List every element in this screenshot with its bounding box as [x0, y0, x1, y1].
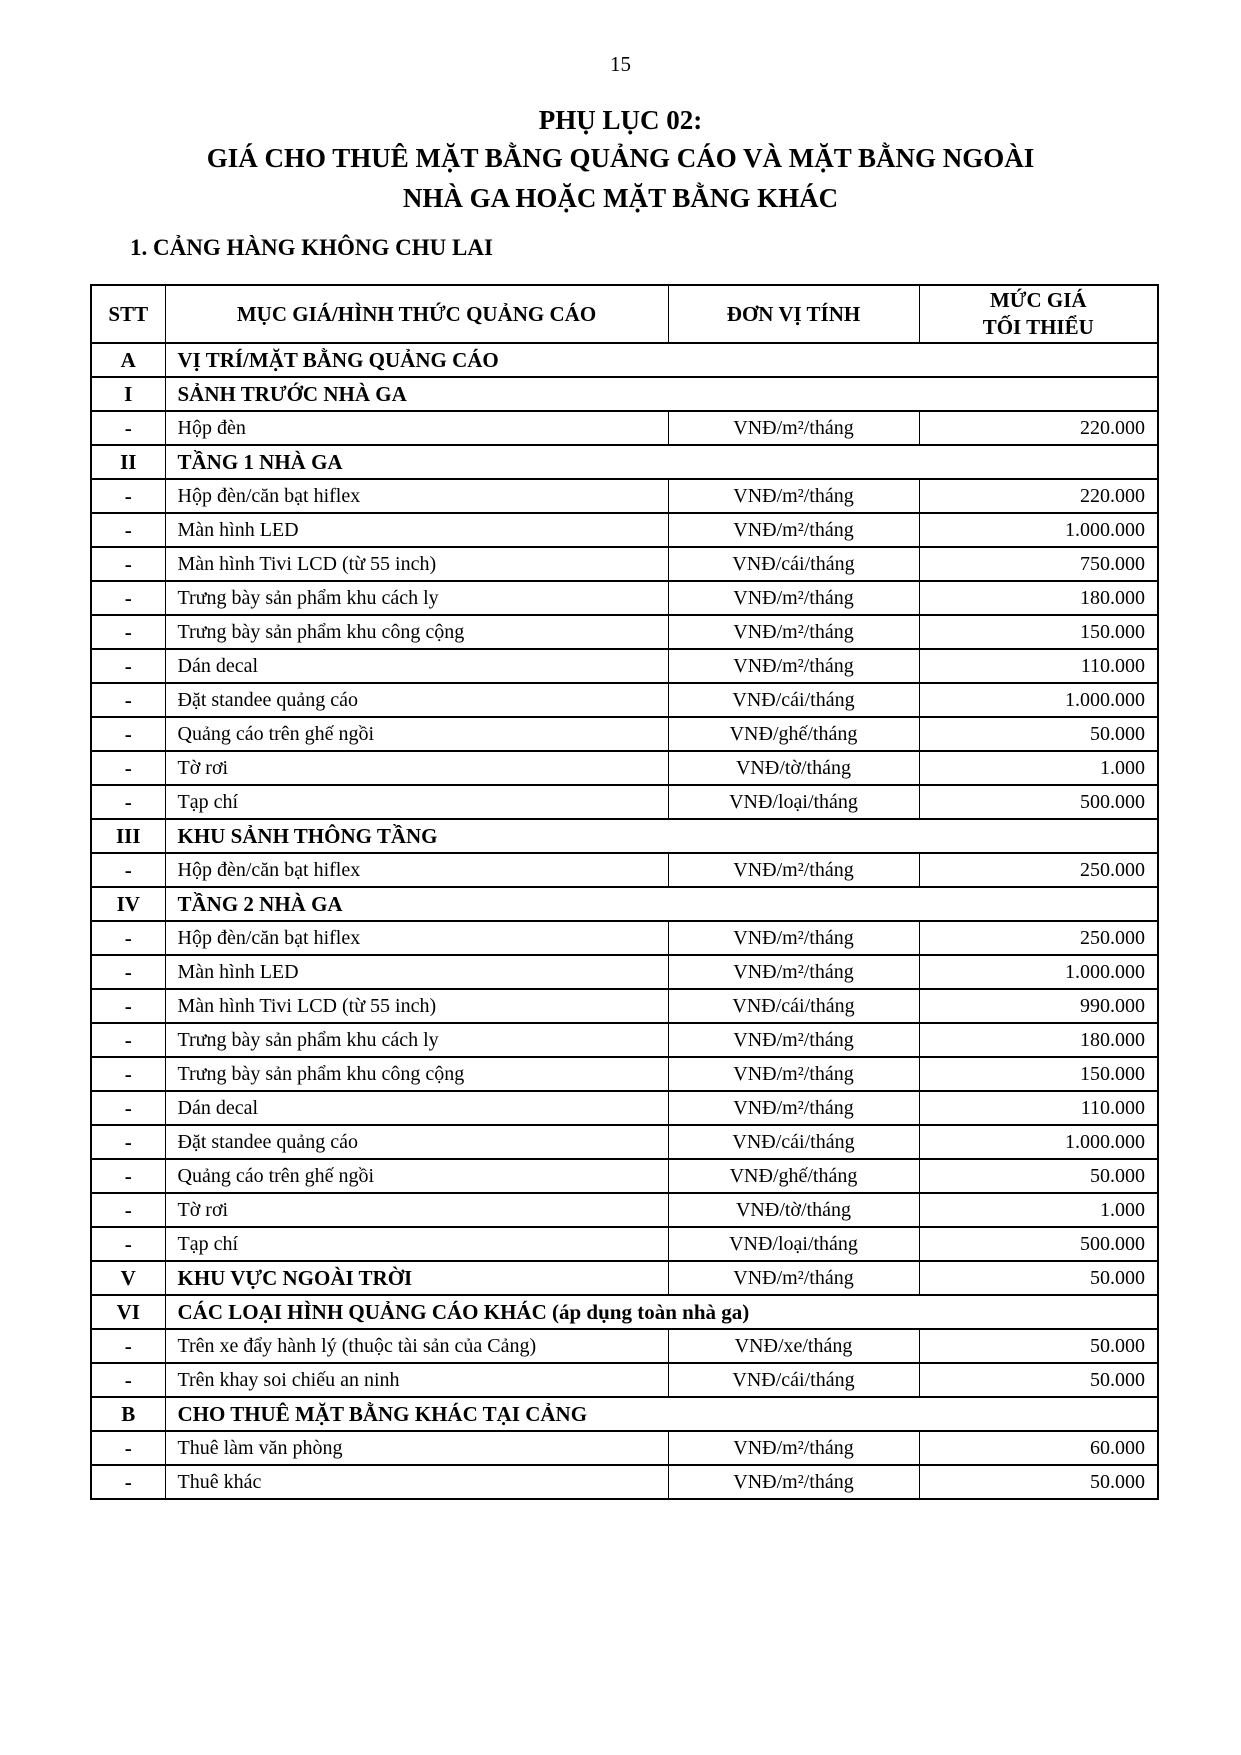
table-row: [91, 1295, 1158, 1329]
price-cell: 1.000: [919, 751, 1158, 785]
doc-subtitle-line1: GIÁ CHO THUÊ MẶT BẰNG QUẢNG CÁO VÀ MẶT BẰNG NGOÀI: [206, 143, 1035, 173]
price-cell: 220.000: [919, 411, 1158, 445]
unit-cell: VNĐ/m²/tháng: [668, 1057, 919, 1091]
price-cell: 50.000: [919, 1159, 1158, 1193]
col-header-stt: STT: [91, 285, 165, 343]
price-cell: 50.000: [919, 1363, 1158, 1397]
table-row: [91, 581, 1158, 615]
price-cell: 110.000: [919, 1091, 1158, 1125]
row-number-cell: B: [91, 1397, 165, 1431]
table-row: [91, 1261, 1158, 1295]
price-cell: 220.000: [919, 479, 1158, 513]
table-row: [91, 1091, 1158, 1125]
table-row: [91, 887, 1158, 921]
item-cell: VỊ TRÍ/MẶT BẰNG QUẢNG CÁO: [165, 343, 1158, 377]
table-row: [91, 377, 1158, 411]
table-row: [91, 1397, 1158, 1431]
unit-cell: VNĐ/cái/tháng: [668, 683, 919, 717]
row-number-cell: VI: [91, 1295, 165, 1329]
row-number-cell: -: [91, 513, 165, 547]
price-cell: 990.000: [919, 989, 1158, 1023]
item-cell: Thuê làm văn phòng: [165, 1431, 668, 1465]
table-row: [91, 955, 1158, 989]
table-row: [91, 717, 1158, 751]
table-row: [91, 1227, 1158, 1261]
price-cell: 60.000: [919, 1431, 1158, 1465]
price-cell: 500.000: [919, 785, 1158, 819]
price-cell: 50.000: [919, 717, 1158, 751]
unit-cell: VNĐ/tờ/tháng: [668, 751, 919, 785]
row-number-cell: -: [91, 1091, 165, 1125]
price-cell: 500.000: [919, 1227, 1158, 1261]
row-number-cell: IV: [91, 887, 165, 921]
row-number-cell: -: [91, 1363, 165, 1397]
table-row: [91, 1363, 1158, 1397]
row-number-cell: -: [91, 1431, 165, 1465]
row-number-cell: -: [91, 649, 165, 683]
row-number-cell: A: [91, 343, 165, 377]
price-cell: 50.000: [919, 1465, 1158, 1499]
table-row: [91, 1125, 1158, 1159]
row-number-cell: -: [91, 581, 165, 615]
col-header-item: MỤC GIÁ/HÌNH THỨC QUẢNG CÁO: [165, 285, 668, 343]
unit-cell: VNĐ/m²/tháng: [668, 479, 919, 513]
item-cell: Trưng bày sản phẩm khu cách ly: [165, 581, 668, 615]
table-row: [91, 785, 1158, 819]
row-number-cell: II: [91, 445, 165, 479]
doc-subtitle-line2: NHÀ GA HOẶC MẶT BẰNG KHÁC: [402, 183, 839, 213]
col-header-unit: ĐƠN VỊ TÍNH: [668, 285, 919, 343]
row-number-cell: -: [91, 1329, 165, 1363]
col-header-price-line2: TỐI THIỂU: [982, 315, 1094, 339]
table-row: [91, 1159, 1158, 1193]
item-cell: Dán decal: [165, 1091, 668, 1125]
table-row: [91, 989, 1158, 1023]
row-number-cell: -: [91, 1125, 165, 1159]
row-number-cell: -: [91, 955, 165, 989]
table-row: [91, 1329, 1158, 1363]
row-number-cell: -: [91, 1057, 165, 1091]
price-cell: 250.000: [919, 921, 1158, 955]
unit-cell: VNĐ/m²/tháng: [668, 581, 919, 615]
table-row: [91, 853, 1158, 887]
item-cell: Hộp đèn/căn bạt hiflex: [165, 853, 668, 887]
table-row: [91, 615, 1158, 649]
price-cell: 50.000: [919, 1261, 1158, 1295]
row-number-cell: -: [91, 751, 165, 785]
table-row: [91, 1465, 1158, 1499]
item-cell: Trưng bày sản phẩm khu công cộng: [165, 1057, 668, 1091]
col-header-price-line1: MỨC GIÁ: [989, 288, 1087, 312]
unit-cell: VNĐ/m²/tháng: [668, 1431, 919, 1465]
unit-cell: VNĐ/m²/tháng: [668, 955, 919, 989]
table-row: [91, 547, 1158, 581]
row-number-cell: -: [91, 989, 165, 1023]
page-number: 15: [610, 52, 631, 76]
row-number-cell: -: [91, 411, 165, 445]
table-row: [91, 819, 1158, 853]
unit-cell: VNĐ/m²/tháng: [668, 513, 919, 547]
table-row: [91, 343, 1158, 377]
row-number-cell: -: [91, 921, 165, 955]
price-cell: 50.000: [919, 1329, 1158, 1363]
section-heading: 1. CẢNG HÀNG KHÔNG CHU LAI: [130, 235, 493, 260]
item-cell: TẦNG 1 NHÀ GA: [165, 445, 1158, 479]
unit-cell: VNĐ/ghế/tháng: [668, 1159, 919, 1193]
price-cell: 110.000: [919, 649, 1158, 683]
unit-cell: VNĐ/m²/tháng: [668, 649, 919, 683]
row-number-cell: -: [91, 717, 165, 751]
table-row: [91, 1193, 1158, 1227]
item-cell: Màn hình Tivi LCD (từ 55 inch): [165, 989, 668, 1023]
unit-cell: VNĐ/m²/tháng: [668, 1091, 919, 1125]
item-cell: Thuê khác: [165, 1465, 668, 1499]
row-number-cell: I: [91, 377, 165, 411]
price-cell: 180.000: [919, 581, 1158, 615]
row-number-cell: -: [91, 1465, 165, 1499]
price-cell: 1.000.000: [919, 513, 1158, 547]
table-row: [91, 649, 1158, 683]
item-cell: Quảng cáo trên ghế ngồi: [165, 717, 668, 751]
row-number-cell: -: [91, 1023, 165, 1057]
price-cell: 1.000.000: [919, 955, 1158, 989]
row-number-cell: -: [91, 1159, 165, 1193]
item-cell: Hộp đèn/căn bạt hiflex: [165, 921, 668, 955]
item-cell: Màn hình LED: [165, 513, 668, 547]
item-cell: CÁC LOẠI HÌNH QUẢNG CÁO KHÁC (áp dụng toàn nhà ga): [165, 1295, 1158, 1329]
row-number-cell: -: [91, 547, 165, 581]
item-cell: Trên khay soi chiếu an ninh: [165, 1363, 668, 1397]
price-cell: 150.000: [919, 1057, 1158, 1091]
table-row: [91, 1431, 1158, 1465]
unit-cell: VNĐ/ghế/tháng: [668, 717, 919, 751]
item-cell: KHU VỰC NGOÀI TRỜI: [165, 1261, 668, 1295]
table-row: [91, 1023, 1158, 1057]
table-row: [91, 479, 1158, 513]
item-cell: Tạp chí: [165, 785, 668, 819]
row-number-cell: -: [91, 1227, 165, 1261]
col-header-price: [919, 285, 1158, 343]
row-number-cell: -: [91, 785, 165, 819]
item-cell: Trên xe đẩy hành lý (thuộc tài sản của Cảng): [165, 1329, 668, 1363]
price-cell: 1.000.000: [919, 1125, 1158, 1159]
price-cell: 1.000.000: [919, 683, 1158, 717]
item-cell: Quảng cáo trên ghế ngồi: [165, 1159, 668, 1193]
appendix-title: PHỤ LỤC 02:: [538, 105, 703, 135]
item-cell: KHU SẢNH THÔNG TẦNG: [165, 819, 1158, 853]
item-cell: Hộp đèn/căn bạt hiflex: [165, 479, 668, 513]
row-number-cell: III: [91, 819, 165, 853]
unit-cell: VNĐ/m²/tháng: [668, 1465, 919, 1499]
row-number-cell: -: [91, 479, 165, 513]
table-row: [91, 751, 1158, 785]
unit-cell: VNĐ/cái/tháng: [668, 547, 919, 581]
unit-cell: VNĐ/m²/tháng: [668, 1261, 919, 1295]
unit-cell: VNĐ/m²/tháng: [668, 1023, 919, 1057]
item-cell: TẦNG 2 NHÀ GA: [165, 887, 1158, 921]
unit-cell: VNĐ/loại/tháng: [668, 785, 919, 819]
table-row: [91, 445, 1158, 479]
unit-cell: VNĐ/m²/tháng: [668, 853, 919, 887]
price-table: [90, 284, 1159, 1500]
row-number-cell: V: [91, 1261, 165, 1295]
price-cell: 180.000: [919, 1023, 1158, 1057]
item-cell: Màn hình LED: [165, 955, 668, 989]
price-cell: 750.000: [919, 547, 1158, 581]
item-cell: Trưng bày sản phẩm khu công cộng: [165, 615, 668, 649]
row-number-cell: -: [91, 683, 165, 717]
unit-cell: VNĐ/m²/tháng: [668, 411, 919, 445]
item-cell: SẢNH TRƯỚC NHÀ GA: [165, 377, 1158, 411]
item-cell: Tờ rơi: [165, 1193, 668, 1227]
table-row: [91, 411, 1158, 445]
table-row: [91, 921, 1158, 955]
item-cell: Tờ rơi: [165, 751, 668, 785]
row-number-cell: -: [91, 853, 165, 887]
unit-cell: VNĐ/xe/tháng: [668, 1329, 919, 1363]
table-header-row: [91, 285, 1158, 343]
item-cell: CHO THUÊ MẶT BẰNG KHÁC TẠI CẢNG: [165, 1397, 1158, 1431]
item-cell: Màn hình Tivi LCD (từ 55 inch): [165, 547, 668, 581]
item-cell: Tạp chí: [165, 1227, 668, 1261]
unit-cell: VNĐ/cái/tháng: [668, 1125, 919, 1159]
row-number-cell: -: [91, 1193, 165, 1227]
price-cell: 150.000: [919, 615, 1158, 649]
table-row: [91, 1057, 1158, 1091]
item-cell: Dán decal: [165, 649, 668, 683]
unit-cell: VNĐ/cái/tháng: [668, 1363, 919, 1397]
unit-cell: VNĐ/cái/tháng: [668, 989, 919, 1023]
item-cell: Đặt standee quảng cáo: [165, 683, 668, 717]
unit-cell: VNĐ/m²/tháng: [668, 615, 919, 649]
price-cell: 250.000: [919, 853, 1158, 887]
unit-cell: VNĐ/loại/tháng: [668, 1227, 919, 1261]
table-row: [91, 513, 1158, 547]
price-cell: 1.000: [919, 1193, 1158, 1227]
table-row: [91, 683, 1158, 717]
item-cell: Đặt standee quảng cáo: [165, 1125, 668, 1159]
unit-cell: VNĐ/tờ/tháng: [668, 1193, 919, 1227]
item-cell: Trưng bày sản phẩm khu cách ly: [165, 1023, 668, 1057]
row-number-cell: -: [91, 615, 165, 649]
item-cell: Hộp đèn: [165, 411, 668, 445]
unit-cell: VNĐ/m²/tháng: [668, 921, 919, 955]
